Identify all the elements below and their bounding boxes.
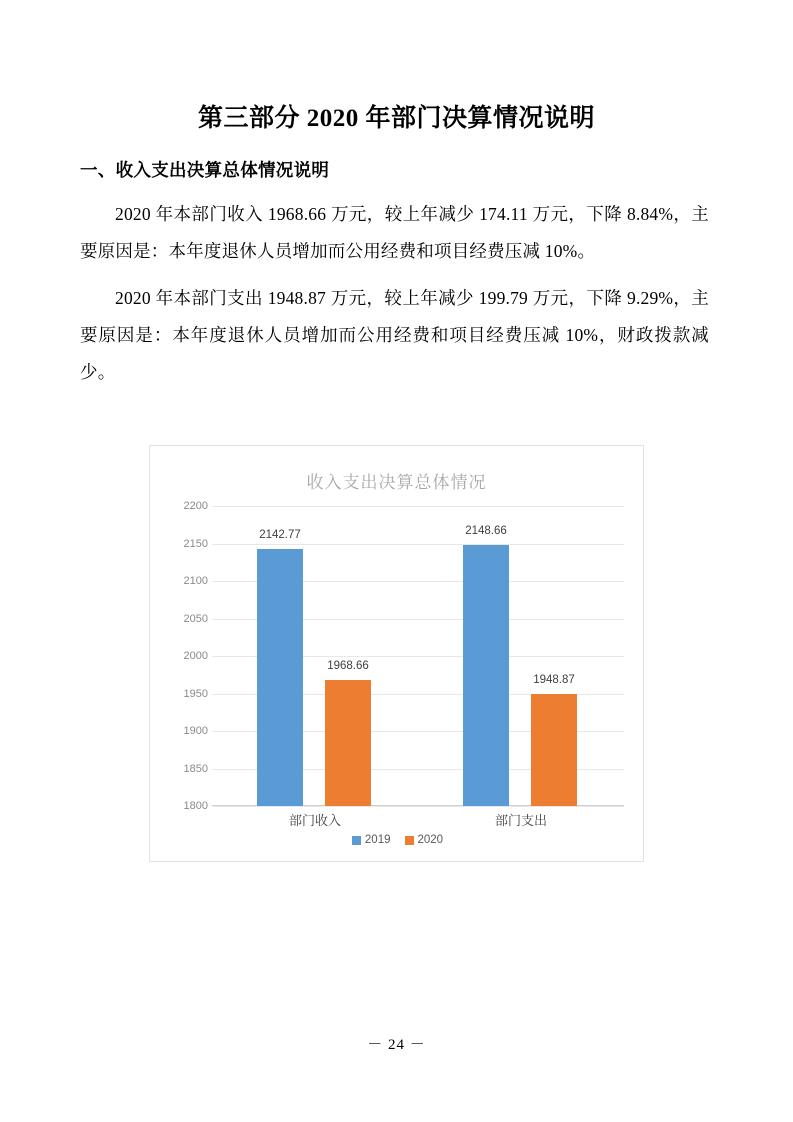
bar-2020-部门收入	[325, 659, 371, 806]
legend-label-1: 2020	[417, 834, 444, 846]
bar-value-label: 2148.66	[465, 524, 507, 537]
bar-2019-部门支出	[463, 524, 509, 806]
gridline	[212, 806, 624, 807]
bar-value-label: 1968.66	[327, 659, 369, 672]
bar-group-1	[418, 506, 624, 806]
y-axis-tick-label: 1800	[183, 800, 208, 812]
chart-bars	[212, 506, 624, 806]
y-axis-tick-label: 1850	[183, 762, 208, 775]
x-axis-label-0: 部门收入	[288, 813, 341, 828]
bar-2020-部门支出	[531, 674, 577, 806]
y-axis-tick-labels	[162, 500, 208, 812]
chart-container	[149, 445, 644, 862]
legend-label-0: 2019	[364, 834, 391, 846]
paragraph-expenditure: 2020 年本部门支出 1948.87 万元，较上年减少 199.79 万元，下降 9.29%，主要原因是：本年度退休人员增加而公用经费和项目经费压减 10%，财政拨款减少。	[80, 288, 709, 382]
bar-group-0	[212, 506, 418, 806]
y-axis-tick-label: 2150	[183, 537, 208, 550]
y-axis-tick-label: 2100	[183, 575, 208, 587]
chart-title: 收入支出决算总体情况	[306, 473, 487, 492]
chart-plot-area	[150, 500, 645, 812]
bar-value-label: 2142.77	[259, 528, 301, 541]
page-number: － 24 －	[367, 1037, 426, 1053]
y-axis-tick-label: 1900	[183, 725, 208, 737]
y-axis-tick-label: 2050	[183, 612, 208, 625]
page-title: 第三部分 2020 年部门决算情况说明	[197, 105, 595, 132]
bar-value-label: 1948.87	[533, 674, 575, 687]
y-axis-tick-label: 2200	[183, 500, 208, 512]
chart-legend	[150, 834, 645, 846]
legend-item-2020	[405, 834, 444, 846]
bar-2019-部门收入	[257, 528, 303, 806]
legend-item-2019	[352, 834, 391, 846]
paragraph-income: 2020 年本部门收入 1968.66 万元，较上年减少 174.11 万元，下降 8.84%，主要原因是：本年度退休人员增加而公用经费和项目经费压减 10%。	[80, 204, 709, 261]
y-axis-tick-label: 2000	[183, 650, 208, 662]
legend-swatch-icon	[352, 836, 361, 845]
y-axis-tick-label: 1950	[183, 687, 208, 700]
x-axis-category-labels	[212, 810, 624, 830]
x-axis-label-1: 部门支出	[494, 813, 547, 828]
legend-swatch-icon	[405, 836, 414, 845]
section-heading: 一、收入支出决算总体情况说明	[80, 160, 330, 180]
